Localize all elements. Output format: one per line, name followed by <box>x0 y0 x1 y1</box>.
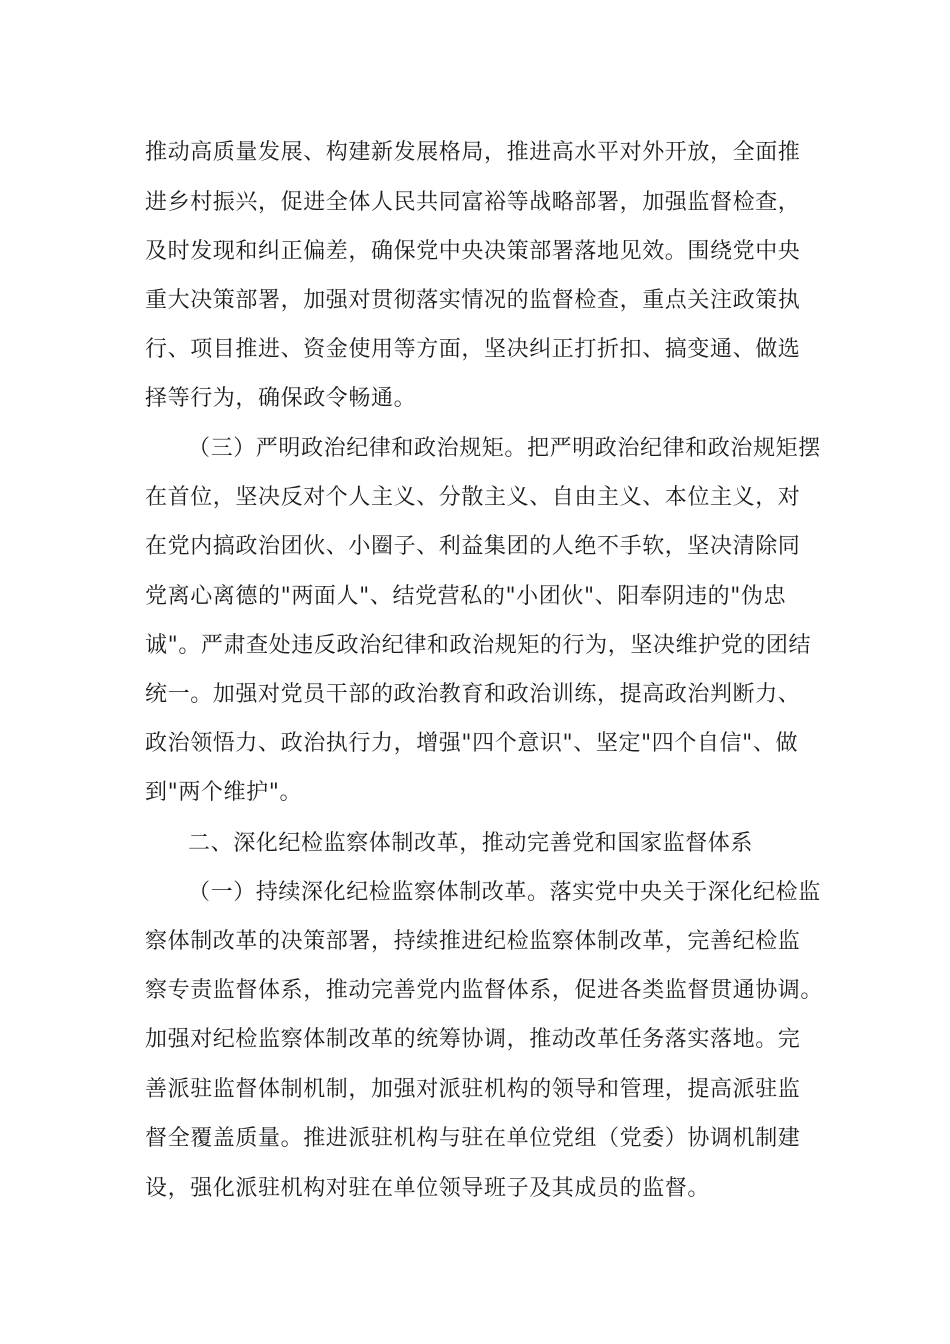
paragraph-3-line-4: 加强对纪检监察体制改革的统筹协调，推动改革任务落实落地。完 <box>145 1027 801 1052</box>
paragraph-2-line-4: 党离心离德的"两面人"、结党营私的"小团伙"、阳奉阴违的"伪忠 <box>145 584 787 609</box>
paragraph-2-line-6: 统一。加强对党员干部的政治教育和政治训练，提高政治判断力、 <box>145 682 801 707</box>
paragraph-1-line-4: 重大决策部署，加强对贯彻落实情况的监督检查，重点关注政策执 <box>145 288 801 313</box>
paragraph-1-line-2: 进乡村振兴，促进全体人民共同富裕等战略部署，加强监督检查， <box>145 190 801 215</box>
paragraph-2-line-3: 在党内搞政治团伙、小圈子、利益集团的人绝不手软，坚决清除同 <box>145 534 801 559</box>
paragraph-3-line-7: 设，强化派驻机构对驻在单位领导班子及其成员的监督。 <box>145 1176 711 1201</box>
paragraph-2-line-8: 到"两个维护"。 <box>145 780 303 805</box>
paragraph-2-line-2: 在首位，坚决反对个人主义、分散主义、自由主义、本位主义，对 <box>145 485 801 510</box>
paragraph-3-line-1: （一）持续深化纪检监察体制改革。落实党中央关于深化纪检监 <box>188 880 821 905</box>
paragraph-1-line-1: 推动高质量发展、构建新发展格局，推进高水平对外开放，全面推 <box>145 140 801 165</box>
paragraph-2-line-7: 政治领悟力、政治执行力，增强"四个意识"、坚定"四个自信"、做 <box>145 731 799 756</box>
paragraph-3-line-2: 察体制改革的决策部署，持续推进纪检监察体制改革，完善纪检监 <box>145 929 801 954</box>
paragraph-1-line-5: 行、项目推进、资金使用等方面，坚决纠正打折扣、搞变通、做选 <box>145 337 801 362</box>
section-heading-2: 二、深化纪检监察体制改革，推动完善党和国家监督体系 <box>188 831 754 856</box>
paragraph-2-line-1: （三）严明政治纪律和政治规矩。把严明政治纪律和政治规矩摆 <box>188 436 821 461</box>
paragraph-3-line-5: 善派驻监督体制机制，加强对派驻机构的领导和管理，提高派驻监 <box>145 1077 801 1102</box>
paragraph-3-line-6: 督全覆盖质量。推进派驻机构与驻在单位党组（党委）协调机制建 <box>145 1126 801 1151</box>
paragraph-1-line-6: 择等行为，确保政令畅通。 <box>145 386 417 411</box>
paragraph-1-line-3: 及时发现和纠正偏差，确保党中央决策部署落地见效。围绕党中央 <box>145 239 801 264</box>
paragraph-3-line-3: 察专责监督体系，推动完善党内监督体系，促进各类监督贯通协调。 <box>145 978 824 1003</box>
paragraph-2-line-5: 诚"。严肃查处违反政治纪律和政治规矩的行为，坚决维护党的团结 <box>145 633 812 658</box>
